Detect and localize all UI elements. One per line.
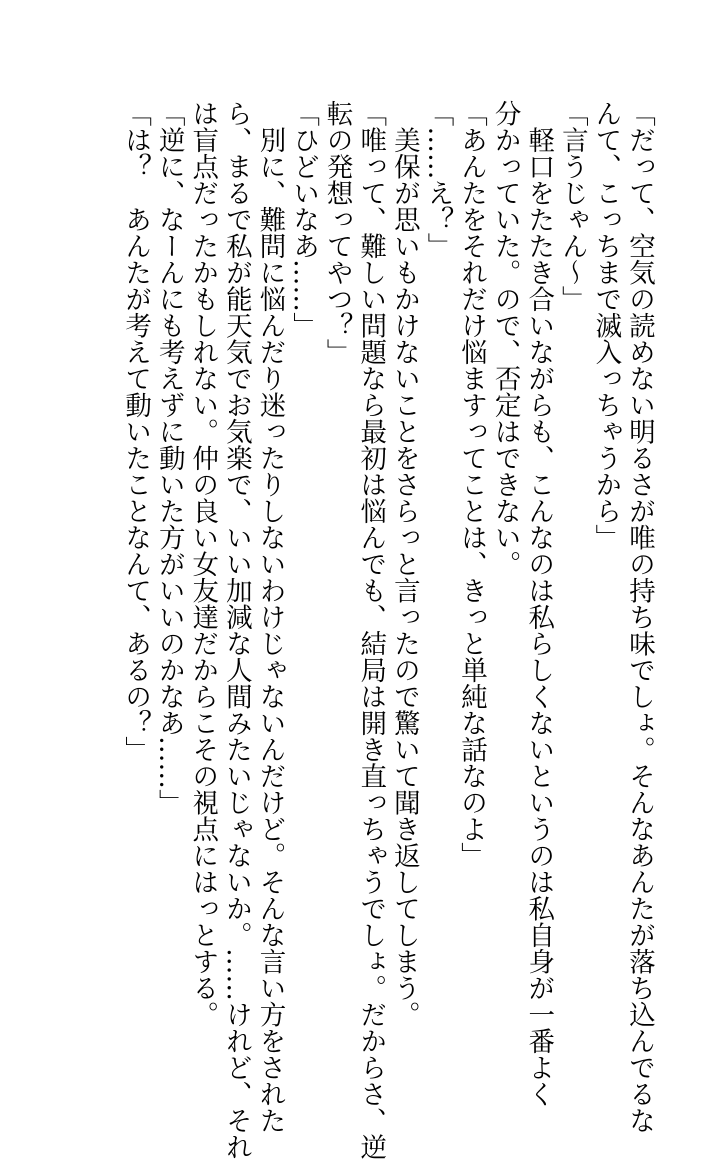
text-line: 「あんたをそれだけ悩ますってことは、きっと単純な話なのよ」: [456, 100, 488, 869]
text-line: んて、こっちまで滅入っちゃうから」: [590, 100, 622, 551]
text-line: 「唯って、難しい問題なら最初は悩んでも、結局は開き直っちゃうでしょ。だからさ、逆: [355, 100, 387, 1160]
text-line: 別に、難問に悩んだり迷ったりしないわけじゃないんだけど。そんな言い方をされた: [254, 100, 286, 1134]
text-line: 美保が思いもかけないことをさらっと言ったので驚いて聞き返してしまう。: [388, 100, 420, 1028]
vertical-text-body: [119, 100, 657, 1160]
text-line: は盲点だったかもしれない。仲の良い女友達だからこその視点にはっとする。: [187, 100, 219, 1028]
text-line: 「は？ あんたが考えて動いたことなんて、あるの？」: [120, 100, 152, 763]
text-line: 「言うじゃん～」: [556, 100, 588, 312]
text-line: 「ひどいなあ……」: [288, 100, 320, 339]
text-line: ら、まるで私が能天気でお気楽で、いい加減な人間みたいじゃないか。……けれど、それ: [220, 100, 252, 1160]
text-line: 分かっていた。ので、否定はできない。: [489, 100, 521, 577]
text-line: 軽口をたたき合いながらも、こんなのは私らしくないというのは私自身が一番よく: [523, 100, 555, 1107]
text-line: 「だって、空気の読めない明るさが唯の持ち味でしょ。そんなあんたが落ち込んでるな: [624, 100, 655, 1134]
text-line: 「逆に、なーんにも考えずに動いた方がいいのかなあ……」: [153, 100, 185, 816]
text-line: 転の発想ってやつ？」: [321, 100, 353, 365]
text-line: 「……え？」: [422, 100, 454, 259]
